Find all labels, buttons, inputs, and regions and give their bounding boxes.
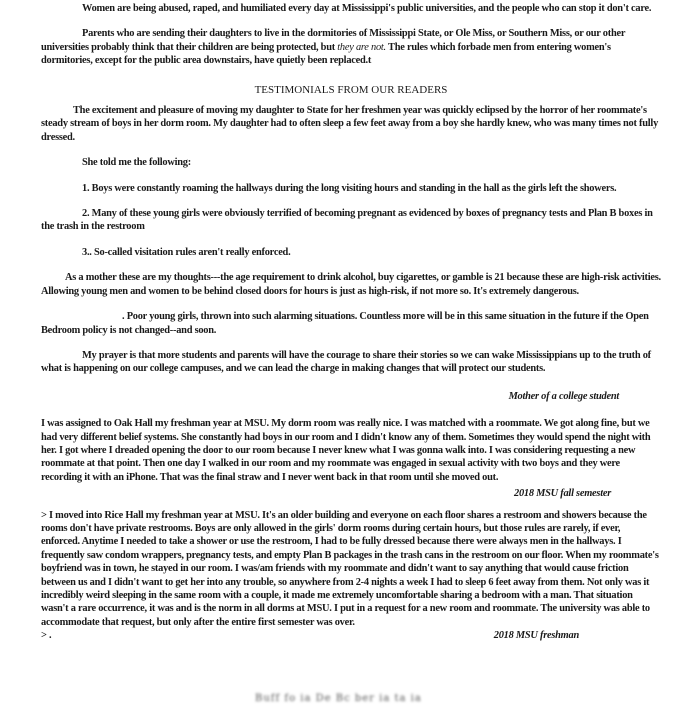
- testimonial-1-told: She told me the following:: [82, 157, 191, 169]
- testimonial-3-signature: 2018 MSU freshman: [493, 630, 579, 642]
- testimonial-3-body: > I moved into Rice Hall my freshman year at MSU. It's an older building and everyone on each floor shares a restroom and showers because the rooms don't have private restrooms. Boys are only allowed in the girls' dorm rooms during certain hours, but those rules are rarely, if ever, enforced. Anytime I needed to take a shower or use the restroom, I had to be fully dressed because there were always men in the hallways. I frequently saw condom wrappers, pregnancy tests, and empty Plan B packages in the trash cans in the restroom on our floor. When my roommate's boyfriend was in town, he stayed in our room. I was/am friends with my roommate and didn't want to say anything that would cause friction between us and I didn't want to get her into any trouble, so anywhere from 2-4 nights a week I had to sleep 6 feet away from them. Not only was it incredibly weird sleeping in the same room with a couple, it made me extremely uncomfortable sharing a bedroom with a man. That situation wasn't a rare occurrence, it was and is the norm in all dorms at MSU. I put in a request for a new room and roommate. The university was able to accommodate that request, but only after the entire first semester was over.: [41, 509, 659, 628]
- trailing-marker: > .: [41, 630, 52, 642]
- testimonial-2-signature: 2018 MSU fall semester: [514, 488, 611, 500]
- emphasis-text: they are not.: [337, 41, 386, 53]
- intro-paragraph-1: Women are being abused, raped, and humiliated every day at Mississippi's public universities, and the people who can stop it don't care.: [82, 3, 652, 14]
- testimonial-1-item-1: 1. Boys were constantly roaming the hallways during the long visiting hours and standing in the hall as the girls left the showers.: [82, 182, 617, 194]
- testimonial-1-item-3: 3.. So-called visitation rules aren't really enforced.: [82, 246, 291, 258]
- cutoff-text-line: Buff fo ia De Bc ber ia ta ia: [255, 693, 422, 704]
- testimonial-2-body: I was assigned to Oak Hall my freshman year at MSU. My dorm room was really nice. I was matched with a roommate. We got along fine, but we had very different belief systems. She constantly had boys in our room and I didn't know any of them. Sometimes they would spend the night with her. I got where I dreaded opening the door to our room because I never knew what I was gonna walk into. I was considering requesting a new roommate at that point. Then one day I walked in our room and my roommate was engaged in sexual activity with two boys and they were recording it with an iPhone. That was the final straw and I never went back in that room until she moved out.: [41, 418, 651, 483]
- testimonial-3-footer: [41, 629, 661, 642]
- document-page: [41, 0, 661, 643]
- section-heading: TESTIMONIALS FROM OUR READERS: [254, 83, 448, 96]
- testimonial-1-opening: The excitement and pleasure of moving my daughter to State for her freshmen year was quickly eclipsed by the horror of her roommate's steady stream of boys in her dorm room. My daughter had to often sleep a few feet away from a boy she hardly knew, who was many times not fully dressed.: [41, 105, 659, 143]
- testimonial-1-signature: Mother of a college student: [508, 390, 619, 402]
- testimonial-1-item-2: 2. Many of these young girls were obviously terrified of becoming pregnant as evidenced by boxes of pregnancy tests and Plan B boxes in the trash in the restroom: [41, 208, 653, 233]
- testimonial-1-thoughts: As a mother these are my thoughts---the age requirement to drink alcohol, buy cigarettes, or gamble is 21 because these are high-risk activities. Allowing young men and women to be behind closed doors for hours is just as high-risk, if not more so. It's extremely dangerous.: [41, 272, 661, 297]
- testimonial-1-prayer: My prayer is that more students and parents will have the courage to share their stories so we can wake Mississippians up to the truth of what is happening on our college campuses, and we can lead the charge in making changes that will protect our students.: [41, 349, 651, 375]
- testimonial-1-poor-girls: . Poor young girls, thrown into such alarming situations. Countless more will be in this same situation in the future if the Open Bedroom policy is not changed--and soon.: [41, 311, 649, 336]
- intro-paragraph-2: Parents who are sending their daughters to live in the dormitories of Mississippi State, or Ole Miss, or Southern Miss, or our other universities probably think that their children are being protected, but they are not. The rules which forbade men from entering women's dormitories, except for the public area downstairs, have quietly been replaced.t: [41, 28, 626, 67]
